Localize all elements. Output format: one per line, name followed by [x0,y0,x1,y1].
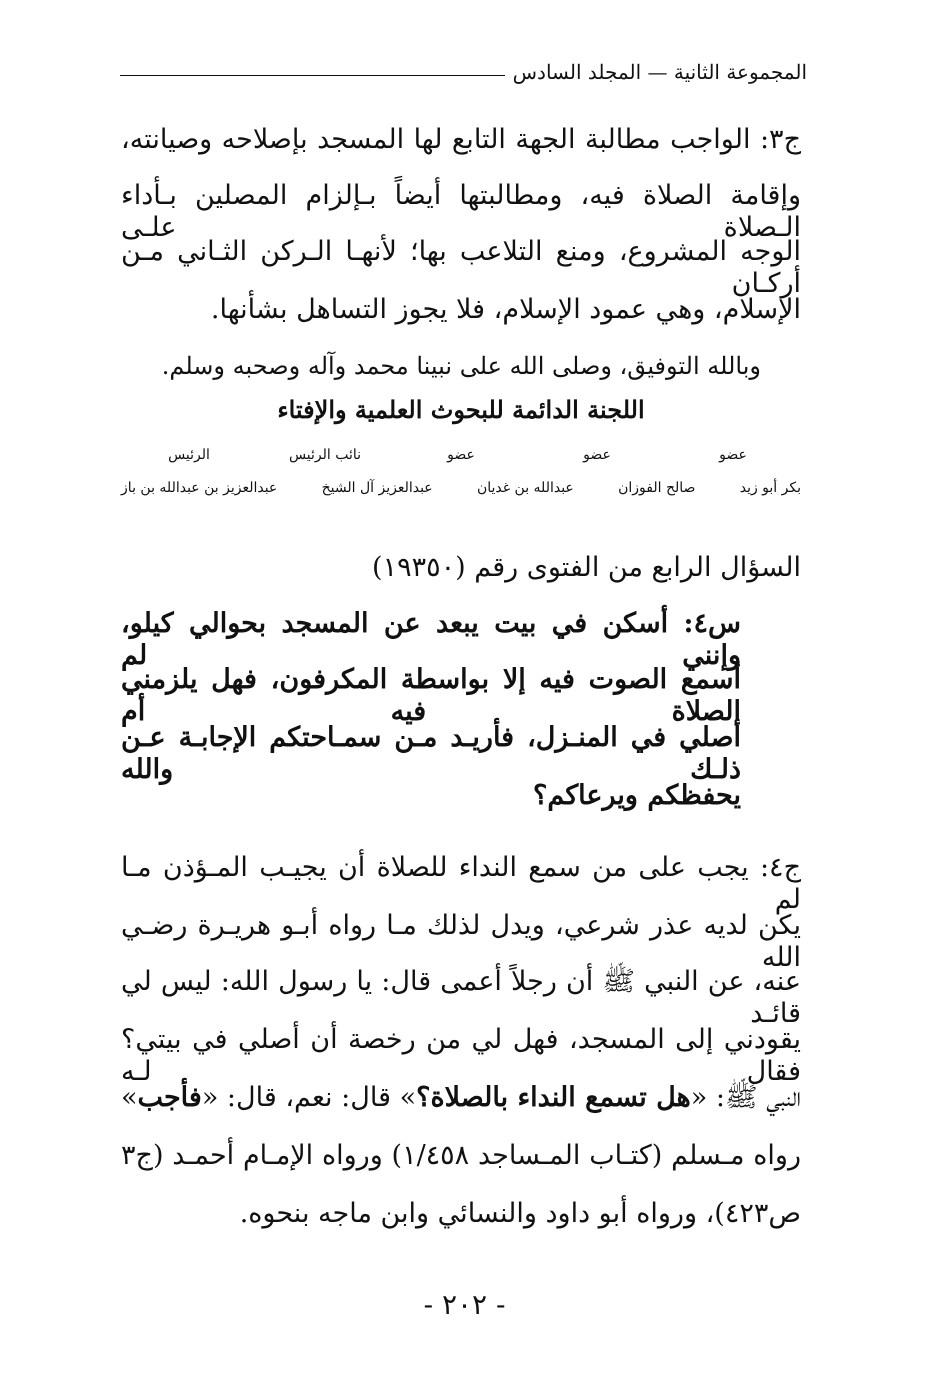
signatory-name: بكر أبو زيد [739,480,801,496]
closing-formula: وبالله التوفيق، وصلى الله على نبينا محمد وآله وصحبه وسلم. [161,352,761,380]
page-number: - ٢٠٢ - [423,1288,506,1321]
header-rule [120,75,505,76]
hadith-middle: » قال: نعم، قال: « [201,1082,417,1113]
answer4-line: يقودني إلى المسجد، فهل لي من رخصة أن أصلي في بيتي؟ فقال لـه [121,1024,801,1088]
answer3-line: الإسلام، وهي عمود الإسلام، فلا يجوز التساهل بشأنها. [210,294,801,325]
signatory-titles [121,447,801,463]
running-header [120,52,807,92]
question4-line: س٤: أسكن في بيت يبعد عن المسجد بحوالي كيلو، وإنني لم [121,608,741,672]
answer4-line: ص٤٢٣)، ورواه أبو داود والنسائي وابن ماجه بنحوه. [239,1198,801,1229]
signatory-title: عضو [447,447,475,463]
hadith-suffix: » [120,1082,138,1113]
answer3-line: ج٣: الواجب مطالبة الجهة التابع لها المسجد بإصلاحه وصيانته، [121,124,801,155]
signatory-title: نائب الرئيس [288,447,362,463]
signatory-title: الرئيس [168,447,210,463]
signatory-title: عضو [719,447,747,463]
signatory-name: صالح الفوزان [618,480,696,496]
answer4-line: ج٤: يجب على من سمع النداء للصلاة أن يجيـب المـؤذن مـا لم [121,852,801,916]
signatory-name: عبدالعزيز آل الشيخ [321,480,433,496]
header-title: المجموعة الثانية — المجلد السادس [512,60,807,84]
signatory-names [121,480,801,496]
question-heading: السؤال الرابع من الفتوى رقم (١٩٣٥٠) [372,552,801,583]
hadith-quote: هل تسمع النداء بالصلاة؟ [416,1082,691,1113]
question4-line: يحفظكم ويرعاكم؟ [533,780,741,811]
answer4-line: رواه مـسلم (كتـاب المـساجد ١/٤٥٨) ورواه الإمـام أحمـد (ج٣ [121,1140,801,1171]
answer4-line: يكن لديه عذر شرعي، ويدل لذلك مـا رواه أبـو هريـرة رضـي الله [121,910,801,974]
committee-title: اللجنة الدائمة للبحوث العلمية والإفتاء [277,395,645,424]
answer4-hadith-line [121,1082,801,1114]
signatory-name: عبدالعزيز بن عبدالله بن باز [121,480,278,496]
hadith-quote: فأجب [137,1082,202,1113]
question4-line: أسمع الصوت فيه إلا بواسطة المكرفون، فهل يلزمني الصلاة فيه أم [121,664,741,728]
answer3-line: الوجه المشروع، ومنع التلاعب بها؛ لأنهـا الـركن الثـاني مـن أركـان [121,236,801,300]
signatory-title: عضو [583,447,611,463]
signatory-name: عبدالله بن غديان [476,480,574,496]
answer4-line: عنه، عن النبي ﷺ أن رجلاً أعمى قال: يا رسول الله: ليس لي قائـد [121,966,801,1030]
hadith-prefix: النبي ﷺ: « [690,1082,801,1113]
question4-line: أصلي في المنـزل، فأريـد مـن سمـاحتكم الإجابـة عـن ذلـك والله [121,722,741,786]
answer3-line: وإقامة الصلاة فيه، ومطالبتها أيضاً بـإلزام المصلين بـأداء الـصلاة علـى [121,180,801,244]
